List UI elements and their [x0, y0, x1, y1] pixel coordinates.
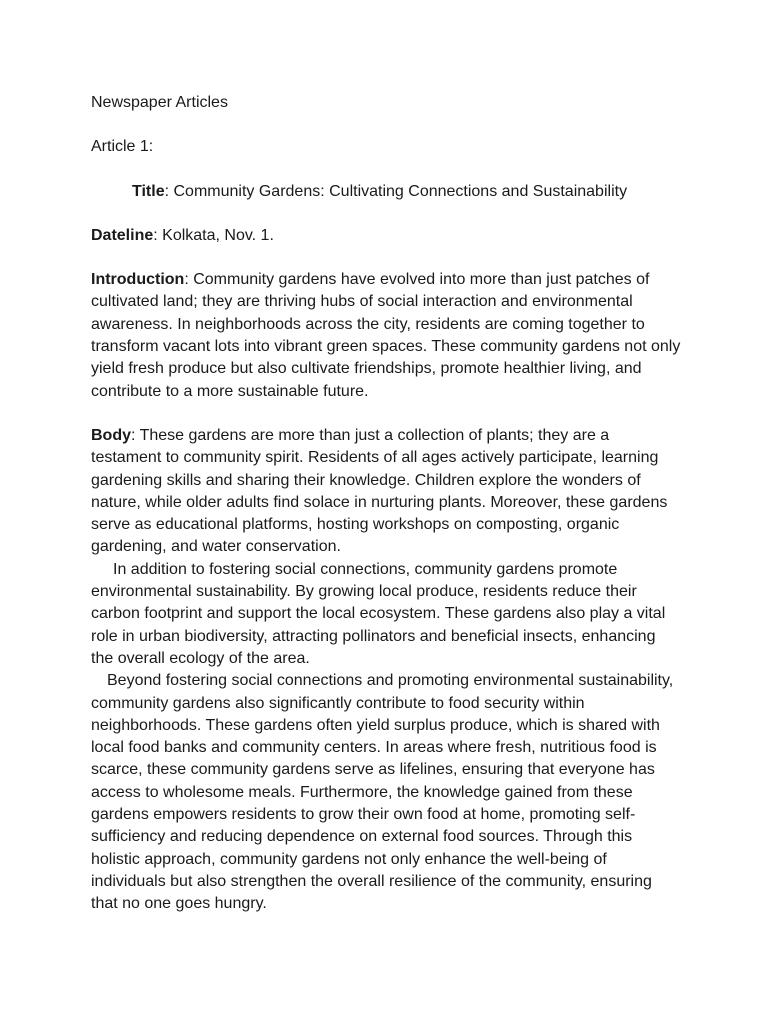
- dateline-label: Dateline: [91, 226, 154, 244]
- document-heading: Newspaper Articles: [91, 94, 228, 111]
- body-label: Body: [91, 426, 131, 444]
- body-paragraph-1: [91, 425, 681, 559]
- body-paragraph-3: Beyond fostering social connections and promoting environmental sustainability, community gardens also significantly contribute to food security within neighborhoods. These gardens often yield surplus produce, which is shared with local food banks and community centers. In areas where fresh, nutritious food is scarce, these community gardens serve as lifelines, ensuring that everyone has access to wholesome meals. Furthermore, the knowledge gained from these gardens empowers residents to grow their own food at home, promoting self-sufficiency and reducing dependence on external food sources. Through this holistic approach, community gardens not only enhance the well-being of individuals but also strengthen the overall resilience of the community, ensuring that no one goes hungry.: [91, 672, 674, 913]
- article-dateline: [91, 225, 681, 247]
- dateline-text: : Kolkata, Nov. 1.: [153, 226, 274, 244]
- article-introduction: [91, 269, 681, 403]
- article-label: Article 1:: [91, 138, 154, 156]
- title-label: Title: [132, 182, 165, 200]
- introduction-text: : Community gardens have evolved into more than just patches of cultivated land; they are thriving hubs of social interaction and environmental awareness. In neighborhoods across the city, residents are coming together to transform vacant lots into vibrant green spaces. These community gardens not only yield fresh produce but also cultivate friendships, promote healthier living, and contribute to a more sustainable future.: [91, 271, 681, 400]
- introduction-label: Introduction: [91, 271, 185, 289]
- document-page: [91, 92, 681, 916]
- body-paragraph-2: In addition to fostering social connections, community gardens promote environmental sustainability. By growing local produce, residents reduce their carbon footprint and support the local ecosystem. These gardens also play a vital role in urban biodiversity, attracting pollinators and beneficial insects, enhancing the overall ecology of the area.: [91, 560, 666, 667]
- article-title: [91, 181, 681, 203]
- body-paragraph-1-text: : These gardens are more than just a collection of plants; they are a testament to community spirit. Residents of all ages actively participate, learning gardening skills and sharing their knowledge. Children explore the wonders of nature, while older adults find solace in nurturing plants. Moreover, these gardens serve as educational platforms, hosting workshops on composting, organic gardening, and water conservation.: [91, 426, 668, 556]
- title-text: : Community Gardens: Cultivating Connections and Sustainability: [164, 182, 628, 200]
